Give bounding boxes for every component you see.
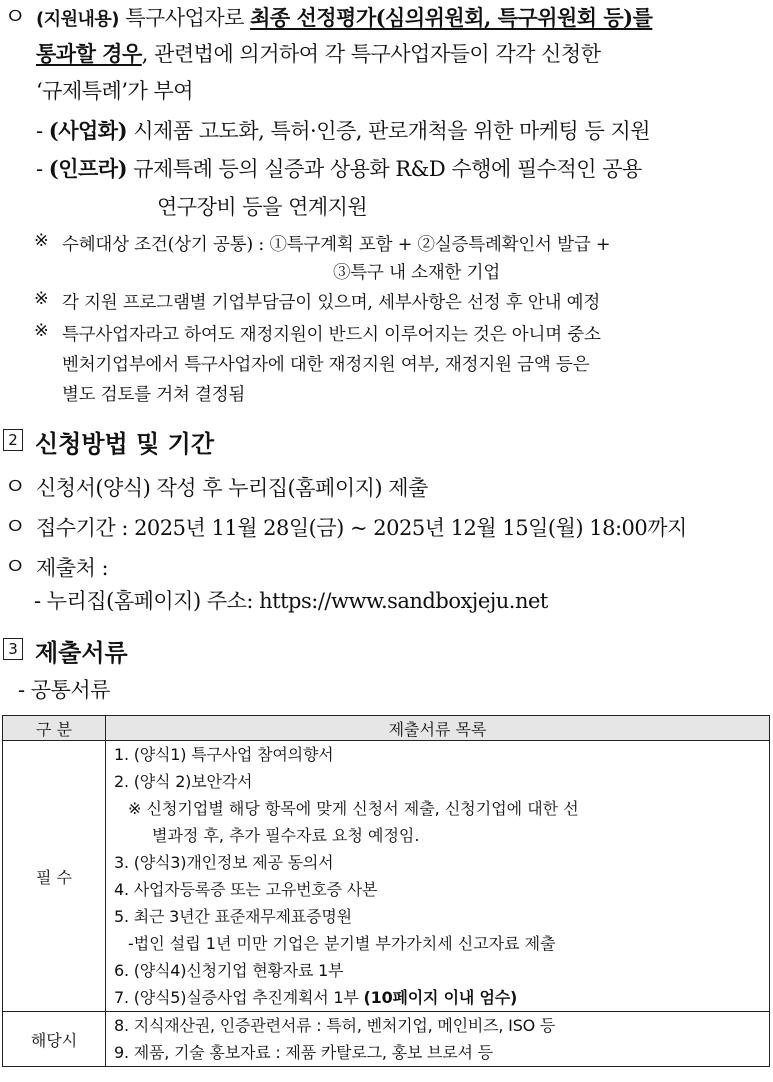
item-note: -법인 설립 1년 미만 기업은 분기별 부가가치세 신고자료 제출 — [128, 934, 556, 953]
common-documents-subtitle: - 공통서류 — [18, 678, 110, 702]
table-row-applicable — [3, 1012, 770, 1067]
bullet: ㅇ — [4, 4, 27, 30]
support-content-line-1: (지원내용) 특구사업자로 최종 선정평가(심의위원회, 특구위원회 등)를 — [36, 5, 653, 30]
section-title-application: 신청방법 및 기간 — [35, 430, 214, 458]
item-note: 별과정 후, 추가 필수자료 요청 예정임. — [152, 826, 420, 845]
note-mark: ※ — [34, 231, 49, 251]
section-number-3: 3 — [3, 638, 23, 660]
support-content-tag: (지원내용) — [36, 9, 120, 30]
infra-label: (인프라) — [48, 156, 128, 181]
note-eligibility-line-2: ③특구 내 소재한 기업 — [333, 263, 501, 283]
note-funding-line-1: 특구사업자라고 하여도 재정지원이 반드시 이루어지는 것은 아니며 중소 — [62, 325, 601, 345]
list-item: 2. (양식 2)보안각서 — [114, 772, 253, 791]
item-note: ※ 신청기업별 해당 항목에 맞게 신청서 제출, 신청기업에 대한 선 — [128, 799, 579, 818]
submission-url: - 누리집(홈페이지) 주소: https://www.sandboxjeju.net — [34, 589, 548, 613]
section-title-documents: 제출서류 — [35, 639, 128, 667]
section-number-2: 2 — [3, 429, 23, 451]
header-category: 구 분 — [3, 716, 106, 741]
note-mark: ※ — [34, 321, 49, 341]
support-content-line-2: 통과할 경우, 관련법에 의거하여 각 특구사업자들이 각각 신청한 — [36, 41, 601, 66]
list-item: 8. 지식재산권, 인증관련서류 : 특허, 벤처기업, 메인비즈, ISO 등 — [114, 1016, 556, 1035]
note-funding-line-2: 벤처기업부에서 특구사업자에 대한 재정지원 여부, 재정지원 금액 등은 — [62, 355, 590, 375]
list-item: 5. 최근 3년간 표준재무제표증명원 — [114, 907, 352, 926]
final-selection-emphasis: 최종 선정평가(심의위원회, 특구위원회 등)를 — [250, 5, 653, 30]
header-document-list: 제출서류 목록 — [106, 716, 770, 741]
required-label: 필 수 — [3, 741, 106, 1012]
list-item: 6. (양식4)신청기업 현황자료 1부 — [114, 961, 344, 980]
list-item: 7. (양식5)실증사업 추진계획서 1부 (10페이지 이내 엄수) — [114, 988, 518, 1007]
bullet: ㅇ — [4, 514, 27, 540]
page-limit-emphasis: (10페이지 이내 엄수) — [363, 988, 518, 1007]
commercialization-item: - (사업화) 시제품 고도화, 특허·인증, 판로개척을 위한 마케팅 등 지원 — [36, 118, 651, 143]
infra-item-line-2: 연구장비 등을 연계지원 — [157, 195, 368, 219]
application-period: 접수기간 : 2025년 11월 28일(금) ~ 2025년 12월 15일(월) 18:00까지 — [36, 516, 687, 540]
bullet: ㅇ — [4, 554, 27, 580]
applicable-documents — [106, 1012, 770, 1067]
list-item: 4. 사업자등록증 또는 고유번호증 사본 — [114, 880, 378, 899]
pass-emphasis: 통과할 경우 — [36, 41, 142, 66]
note-contribution: 각 지원 프로그램별 기업부담금이 있으며, 세부사항은 선정 후 안내 예정 — [62, 293, 601, 313]
list-item: 1. (양식1) 특구사업 참여의향서 — [114, 745, 334, 764]
applicable-label: 해당시 — [3, 1012, 106, 1067]
application-method: 신청서(양식) 작성 후 누리집(홈페이지) 제출 — [36, 476, 428, 500]
support-content-line-3: ‘규제특례’가 부여 — [36, 79, 194, 103]
commercialization-label: (사업화) — [48, 118, 128, 143]
table-header-row — [3, 716, 770, 741]
infra-item: - (인프라) 규제특례 등의 실증과 상용화 R&D 수행에 필수적인 공용 — [36, 156, 642, 181]
note-mark: ※ — [34, 289, 49, 309]
table-row-required — [3, 741, 770, 1012]
submission-place: 제출처 : — [36, 556, 109, 580]
required-documents — [106, 741, 770, 1012]
note-eligibility-line-1: 수혜대상 조건(상기 공통) : ①특구계획 포함 + ②실증특례확인서 발급 + — [62, 235, 611, 255]
list-item: 3. (양식3)개인정보 제공 동의서 — [114, 853, 334, 872]
list-item: 9. 제품, 기술 홍보자료 : 제품 카탈로그, 홍보 브로셔 등 — [114, 1043, 493, 1062]
note-funding-line-3: 별도 검토를 거쳐 결정됨 — [62, 385, 246, 405]
bullet: ㅇ — [4, 474, 27, 500]
documents-table — [2, 715, 770, 1067]
